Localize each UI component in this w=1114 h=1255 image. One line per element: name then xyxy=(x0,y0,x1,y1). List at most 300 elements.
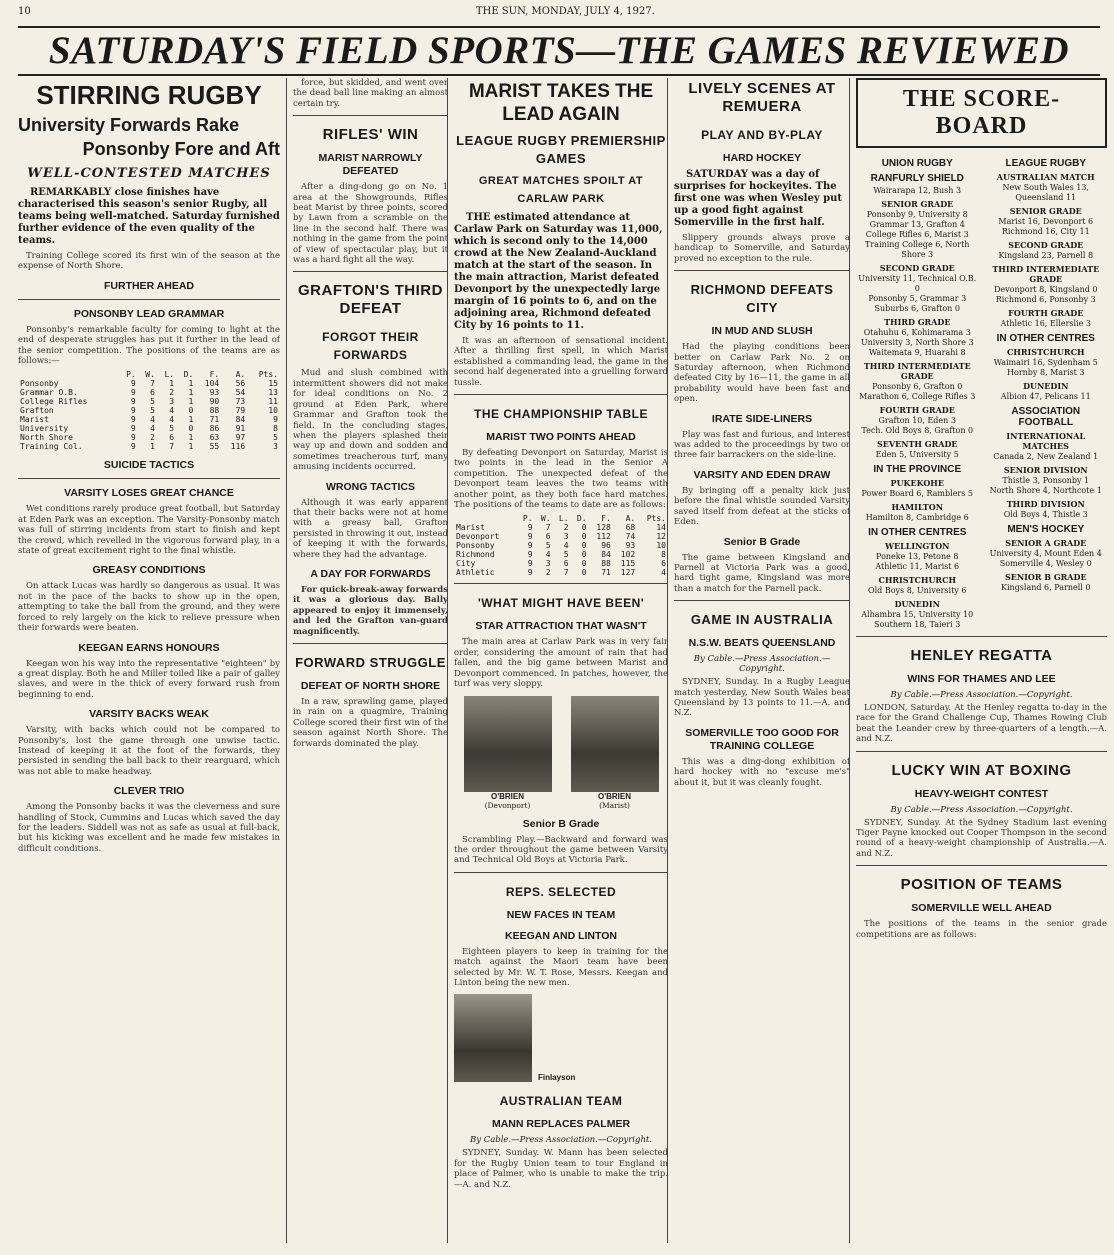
results-heading: LEAGUE RUGBY xyxy=(1005,158,1087,169)
ladder-value-cell: 104 xyxy=(204,379,220,389)
ladder-value-cell: 127 xyxy=(620,568,636,578)
article-paragraph: Although it was early apparent that their backs were not at home with a greasy ball, Grafton persisted in throwing it out, instead of keeping it with the forwards, where they had the advantage. xyxy=(293,497,448,560)
subhead-league: LEAGUE RUGBY PREMIERSHIP GAMES xyxy=(456,133,666,166)
ladder-value-cell: 74 xyxy=(625,532,636,542)
table-row xyxy=(454,541,668,550)
ladder-header-cell: Pts. xyxy=(258,370,278,380)
ladder-value-cell: 4 xyxy=(661,568,666,578)
ladder-team-cell: City xyxy=(456,559,476,569)
section-heading: NEW FACES IN TEAM xyxy=(506,908,616,921)
ladder-team-cell: College Rifles xyxy=(20,397,88,407)
ladder-value-cell: 90 xyxy=(209,397,220,407)
ladder-value-cell: 0 xyxy=(188,424,194,434)
result-line: Somerville 4, Wesley 0 xyxy=(999,559,1092,568)
result-line: North Shore 4, Northcote 1 xyxy=(989,486,1102,495)
table-row xyxy=(18,424,280,433)
result-line: University 11, Technical O.B. 0 xyxy=(858,274,977,293)
newspaper-dateline: THE SUN, MONDAY, JULY 4, 1927. xyxy=(475,6,655,17)
result-line: Hornby 8, Marist 3 xyxy=(1007,368,1085,377)
result-line: Tech. Old Boys 8, Grafton 0 xyxy=(861,426,974,435)
ladder-value-cell: 3 xyxy=(563,532,569,542)
article-paragraph: On attack Lucas was hardly so dangerous as usual. It was not in the pace of the backs to show up in the open, attempting to take the ball from the ground, and they were forced to rely largely on the kick to relieve pressure when their forwards were beaten. xyxy=(18,581,280,634)
table-row xyxy=(454,559,668,568)
section-heading: FURTHER AHEAD xyxy=(103,279,195,292)
section-heading: AUSTRALIAN TEAM xyxy=(499,1094,623,1109)
results-grade: CHRISTCHURCH xyxy=(878,575,957,585)
result-line: Suburbs 6, Grafton 0 xyxy=(874,304,960,313)
article-paragraph: This was a ding-dong exhibition of hard hockey with no "excuse me's" about it, but it was cleanly fought. xyxy=(674,756,850,788)
ladder-value-cell: 7 xyxy=(563,568,569,578)
ladder-team-cell: Ponsonby xyxy=(456,541,495,551)
section-heading: LUCKY WIN AT BOXING xyxy=(891,761,1072,779)
result-line: Richmond 6, Ponsonby 3 xyxy=(995,295,1096,304)
results-grade: DUNEDIN xyxy=(1023,381,1069,391)
article-paragraph: SYDNEY, Sunday. At the Sydney Stadium last evening Tiger Payne knocked out Cooper Thompson in the second round of a heavy-weight championship of Australia.—A. and N.Z. xyxy=(856,817,1107,859)
ladder-value-cell: 55 xyxy=(209,442,220,452)
ladder-value-cell: 93 xyxy=(209,388,220,398)
ladder-team-cell: Marist xyxy=(456,523,485,533)
section-heading: FORWARD STRUGGLE xyxy=(295,655,446,670)
headline-remuera: LIVELY SCENES AT REMUERA xyxy=(688,80,836,115)
ladder-value-cell: 2 xyxy=(545,568,551,578)
results-left xyxy=(856,154,979,630)
section-heading: WINS FOR THAMES AND LEE xyxy=(907,673,1056,685)
ladder-value-cell: 9 xyxy=(130,406,136,416)
kicker-well-contested: WELL-CONTESTED MATCHES xyxy=(27,166,271,181)
ladder-value-cell: 1 xyxy=(188,433,194,443)
intro-paragraph: THE estimated attendance at Carlaw Park on Saturday was 11,000, which is second only to the 14,000 crowd at the New Zealand-Auckland match at the start of the season. In the main attraction, Marist defeated Devonport by the unexpectedly large margin of 16 points to 6, and on the adjoining area, Richmond defeated City by 16 points to 11. xyxy=(454,212,663,331)
ladder-team-cell: Richmond xyxy=(456,550,495,560)
results-heading: MEN'S HOCKEY xyxy=(1007,524,1085,535)
ladder-value-cell: 1 xyxy=(188,397,194,407)
ladder-header-cell: L. xyxy=(164,370,175,380)
ladder-value-cell: 115 xyxy=(620,559,636,569)
photo-obrien-marist xyxy=(571,696,659,810)
ladder-value-cell: 4 xyxy=(545,550,551,560)
ladder-header-cell: F. xyxy=(601,514,611,524)
result-line: Eden 5, University 5 xyxy=(875,450,959,459)
ladder-value-cell: 93 xyxy=(625,541,636,551)
result-line: Thistle 3, Ponsonby 1 xyxy=(1002,476,1090,485)
ladder-value-cell: 86 xyxy=(209,424,220,434)
result-line: Waitemata 9, Huarahi 8 xyxy=(868,348,966,357)
section-heading: MARIST TWO POINTS AHEAD xyxy=(486,431,636,444)
results-heading: ASSOCIATION FOOTBALL xyxy=(1011,406,1081,428)
table-row xyxy=(454,550,668,559)
ladder-value-cell: 9 xyxy=(273,415,278,425)
results-grade: THIRD INTERMEDIATE GRADE xyxy=(863,361,971,381)
results-grade: CHRISTCHURCH xyxy=(1006,347,1085,357)
section-heading: MANN REPLACES PALMER xyxy=(491,1118,631,1131)
table-row xyxy=(454,532,668,541)
ladder-header-cell: D. xyxy=(183,370,194,380)
ladder-value-cell: 9 xyxy=(130,433,136,443)
result-line: Poneke 13, Petone 8 xyxy=(876,552,959,561)
ladder-value-cell: 9 xyxy=(527,541,533,551)
article-paragraph: In a raw, sprawling game, played in rain on a quagmire, Training College scored their first win of the season against North Shore. The forwards dominated the play. xyxy=(293,697,448,749)
league-ladder-table xyxy=(454,514,668,577)
result-line: Ponsonby 9, University 8 xyxy=(866,210,968,219)
ladder-value-cell: 9 xyxy=(130,415,136,425)
ladder-header-cell: L. xyxy=(558,514,569,524)
ladder-value-cell: 116 xyxy=(230,442,246,452)
section-heading: 'WHAT MIGHT HAVE BEEN' xyxy=(477,596,645,611)
results-grade: SENIOR DIVISION xyxy=(1003,465,1088,475)
table-row xyxy=(454,523,668,532)
section-heading: REPS. SELECTED xyxy=(505,884,617,899)
section-heading: GRAFTON'S THIRD DEFEAT xyxy=(298,282,443,318)
result-line: Canada 2, New Zealand 1 xyxy=(993,452,1099,461)
ladder-header-cell: W. xyxy=(145,370,155,380)
ladder-value-cell: 0 xyxy=(188,406,194,416)
result-line: Old Boys 4, Thistle 3 xyxy=(1003,510,1088,519)
ladder-team-cell: University xyxy=(20,424,69,434)
ladder-team-cell: Devonport xyxy=(456,532,500,542)
ladder-value-cell: 68 xyxy=(625,523,636,533)
article-paragraph: force, but skidded, and went over the dead ball line making an almost certain try. xyxy=(293,78,448,109)
score-board-results xyxy=(856,154,1107,630)
article-paragraph: Eighteen players to keep in training for the match against the Maori team have been selected by Mr. W. T. Rose, Messrs. Keegan and Linton being the new men. xyxy=(454,946,668,988)
photo-caption-name: Finlayson xyxy=(538,1073,576,1083)
ladder-value-cell: 6 xyxy=(169,433,175,443)
player-portrait xyxy=(454,994,532,1082)
table-row xyxy=(18,415,280,424)
result-line: Alhambra 15, University 10 xyxy=(861,610,974,619)
ladder-value-cell: 10 xyxy=(656,541,666,551)
ladder-value-cell: 0 xyxy=(581,541,587,551)
results-grade: THIRD DIVISION xyxy=(1006,499,1085,509)
ladder-value-cell: 97 xyxy=(235,433,246,443)
result-line: Hamilton 8, Cambridge 6 xyxy=(865,513,969,522)
ladder-value-cell: 88 xyxy=(601,559,611,569)
ladder-value-cell: 1 xyxy=(188,415,194,425)
results-grade: SENIOR A GRADE xyxy=(1005,538,1087,548)
ladder-value-cell: 9 xyxy=(130,397,136,407)
table-row xyxy=(18,388,280,397)
ladder-header-cell: P. xyxy=(522,514,533,524)
ladder-value-cell: 3 xyxy=(545,559,551,569)
byline: By Cable.—Press Association.—Copyright. xyxy=(890,690,1073,700)
article-paragraph: The game between Kingsland and Parnell at Victoria Park was a good, hard tight game, Kingsland was more than a match for the Parnell pack. xyxy=(674,552,850,594)
ladder-value-cell: 9 xyxy=(527,532,533,542)
ladder-value-cell: 7 xyxy=(150,379,155,389)
section-heading: KEEGAN AND LINTON xyxy=(504,929,617,942)
ladder-value-cell: 7 xyxy=(545,523,551,533)
ladder-value-cell: 84 xyxy=(235,415,246,425)
ladder-value-cell: 56 xyxy=(235,379,246,389)
ladder-header-cell: A. xyxy=(235,370,246,380)
ladder-value-cell: 63 xyxy=(209,433,220,443)
subhead-hard-hockey: HARD HOCKEY xyxy=(722,152,802,164)
section-heading: GAME IN AUSTRALIA xyxy=(690,612,834,628)
ladder-team-cell: Grammar O.B. xyxy=(20,388,78,398)
article-paragraph: Varsity, with backs which could not be compared to Ponsonby's, lost the game through one unwise tactic. Instead of keeping it at the foot of the forwards, they persisted in sending the ball back to their rearguard, which was not able to make headway. xyxy=(18,725,280,777)
ladder-team-cell: Ponsonby xyxy=(20,379,59,389)
photo-caption-team: (Marist) xyxy=(599,800,630,810)
section-heading: RIFLES' WIN xyxy=(322,126,419,144)
result-line: University 3, North Shore 3 xyxy=(860,338,974,347)
ladder-value-cell: 102 xyxy=(620,550,636,560)
ladder-header-cell: Pts. xyxy=(646,514,666,524)
article-paragraph: Among the Ponsonby backs it was the cleverness and sure handling of Stock, Cummins and Lucas which saved the day for the leaders. Siddell was not as safe as usual at full-back, but his kicking was excellent and he made few mistakes in difficult conditions. xyxy=(18,802,280,854)
article-paragraph: LONDON, Saturday. At the Henley regatta to-day in the race for the Grand Challenge Cup, Thames Rowing Club beat the Leander crew by three-quarters of a length.—A. and N.Z. xyxy=(856,703,1107,745)
results-heading: UNION RUGBY xyxy=(881,158,953,169)
ladder-value-cell: 5 xyxy=(273,433,278,443)
article-paragraph: The main area at Carlaw Park was in very fair order, considering the amount of rain that had fallen, and the big game between Marist and Devonport commenced. In patches, however, the turf was very sloppy. xyxy=(454,637,668,690)
result-line: Training College 6, North Shore 3 xyxy=(865,240,970,259)
ladder-value-cell: 7 xyxy=(169,442,175,452)
ladder-header-cell: F. xyxy=(209,370,220,380)
section-heading: A DAY FOR FORWARDS xyxy=(310,567,431,580)
results-grade: DUNEDIN xyxy=(894,599,940,609)
ladder-value-cell: 2 xyxy=(150,433,155,443)
ladder-value-cell: 5 xyxy=(150,397,155,407)
table-row xyxy=(18,397,280,406)
result-line: Kingsland 23, Parnell 8 xyxy=(998,251,1094,260)
photo-caption-name: O'BRIEN xyxy=(490,791,524,801)
section-heading: Senior B Grade xyxy=(723,535,801,548)
result-line: Kingsland 6, Parnell 0 xyxy=(1001,583,1091,592)
section-heading: SUICIDE TACTICS xyxy=(103,459,195,472)
article-paragraph: Slippery grounds always prove a handicap to Somerville, and Saturday proved no exception to the rule. xyxy=(674,233,850,264)
ladder-value-cell: 91 xyxy=(235,424,246,434)
table-row xyxy=(18,442,280,451)
results-right xyxy=(985,154,1108,630)
ladder-value-cell: 11 xyxy=(268,397,278,407)
masthead xyxy=(18,6,1100,20)
ladder-value-cell: 4 xyxy=(169,415,175,425)
section-heading: VARSITY LOSES GREAT CHANCE xyxy=(64,487,234,500)
page-number: 10 xyxy=(18,6,31,17)
section-heading: MARIST NARROWLY DEFEATED xyxy=(318,152,423,178)
ladder-value-cell: 1 xyxy=(188,379,194,389)
article-paragraph: It was an afternoon of sensational incident. After a thrilling first spell, in which Marist established a commanding lead, the game in the second half degenerated into a gruelling forward tussle. xyxy=(454,336,668,388)
column-score-board xyxy=(849,78,1107,1243)
results-grade: SENIOR GRADE xyxy=(1009,206,1082,216)
result-line: Ponsonby 6, Grafton 0 xyxy=(872,382,963,391)
result-line: Marathon 6, College Rifles 3 xyxy=(859,392,976,401)
ladder-team-cell: Athletic xyxy=(456,568,495,578)
table-row xyxy=(454,568,668,577)
ladder-value-cell: 71 xyxy=(209,415,220,425)
ladder-value-cell: 3 xyxy=(169,397,175,407)
section-heading: RICHMOND DEFEATS CITY xyxy=(690,282,834,316)
section-heading: HEAVY-WEIGHT CONTEST xyxy=(914,787,1049,800)
ladder-value-cell: 3 xyxy=(273,442,278,452)
byline: By Cable.—Press Association.—Copyright. xyxy=(469,1135,653,1146)
article-paragraph: Mud and slush combined with intermittent showers did not make for ideal conditions on No. 2 ground at Eden Park, where Grammar and Grafton took the field. In the concluding stages, when the players splashed their way up and down and sodden and sometimes treacherous turf, many amusing incidents occurred. xyxy=(293,368,448,473)
ladder-value-cell: 1 xyxy=(188,442,194,452)
headline-stirring-rugby: STIRRING RUGBY xyxy=(36,80,262,110)
ladder-value-cell: 1 xyxy=(150,442,155,452)
ladder-header-cell: W. xyxy=(540,514,551,524)
ladder-value-cell: 9 xyxy=(130,442,136,452)
results-grade: AUSTRALIAN MATCH xyxy=(996,172,1095,182)
table-row xyxy=(18,379,280,388)
result-line: Athletic 11, Marist 6 xyxy=(875,562,960,571)
ladder-value-cell: 2 xyxy=(563,523,569,533)
section-heading: SOMERVILLE TOO GOOD FOR TRAINING COLLEGE xyxy=(685,726,839,752)
table-row xyxy=(18,406,280,415)
results-heading: IN OTHER CENTRES xyxy=(868,527,967,538)
section-heading: IRATE SIDE-LINERS xyxy=(711,412,813,425)
score-board-title: THE SCORE-BOARD xyxy=(856,78,1107,148)
ladder-header-cell: A. xyxy=(625,514,636,524)
section-heading: HENLEY REGATTA xyxy=(910,647,1053,664)
article-paragraph: Scrambling Play.—Backward and forward was the order throughout the game between Varsity and Technical Old Boys at Victoria Park. xyxy=(454,834,668,866)
result-line: Grammar 13, Grafton 4 xyxy=(869,220,965,229)
player-photos xyxy=(454,696,668,810)
section-heading: THE CHAMPIONSHIP TABLE xyxy=(474,407,648,422)
article-paragraph: Wet conditions rarely produce great football, but Saturday at Eden Park was an exception. The Varsity-Ponsonby match was full of stirring incidents from start to finish and kept the crowd, which revelled in the vigorous forward play, in a state of great excitement right to the final whistle. xyxy=(18,504,280,557)
ladder-header-cell: D. xyxy=(576,514,587,524)
photo-finlayson xyxy=(454,994,668,1082)
ladder-header-cell xyxy=(454,514,517,523)
ladder-value-cell: 13 xyxy=(268,388,278,398)
ladder-value-cell: 8 xyxy=(661,550,666,560)
article-paragraph: The positions of the teams in the senior grade competitions are as follows: xyxy=(856,919,1107,940)
section-heading: N.S.W. BEATS QUEENSLAND xyxy=(688,637,836,650)
results-grade: FOURTH GRADE xyxy=(1008,308,1084,318)
result-line: Devonport 8, Kingsland 0 xyxy=(994,285,1098,294)
player-portrait xyxy=(571,696,659,792)
ladder-value-cell: 6 xyxy=(150,388,155,398)
ladder-value-cell: 0 xyxy=(581,523,587,533)
ladder-value-cell: 2 xyxy=(169,388,175,398)
ladder-value-cell: 6 xyxy=(661,559,666,569)
ladder-value-cell: 4 xyxy=(150,424,155,434)
ladder-value-cell: 0 xyxy=(581,532,587,542)
result-line: Power Board 6, Ramblers 5 xyxy=(861,489,973,498)
article-paragraph: Had the playing conditions been better on Carlaw Park No. 2 on Saturday afternoon, when Richmond defeated City by 16—11, the game in all probability would have been fast and open. xyxy=(674,342,850,405)
byline: By Cable.—Press Association.—Copyright. xyxy=(890,804,1073,815)
ladder-value-cell: 96 xyxy=(601,541,611,551)
ladder-value-cell: 14 xyxy=(656,523,666,533)
photo-caption-name: O'BRIEN xyxy=(597,791,631,801)
ladder-value-cell: 6 xyxy=(545,532,551,542)
union-ladder-table xyxy=(18,370,280,451)
ladder-value-cell: 84 xyxy=(601,550,611,560)
ladder-value-cell: 79 xyxy=(235,406,246,416)
results-heading: IN OTHER CENTRES xyxy=(996,333,1095,344)
ladder-value-cell: 9 xyxy=(130,388,136,398)
ladder-value-cell: 10 xyxy=(268,406,278,416)
result-line: College Rifles 6, Marist 3 xyxy=(865,230,969,239)
section-heading: POSITION OF TEAMS xyxy=(900,876,1063,894)
ladder-value-cell: 71 xyxy=(601,568,611,578)
result-line: Old Boys 8, University 6 xyxy=(868,586,967,595)
page-headline: SATURDAY'S FIELD SPORTS—THE GAMES REVIEWED xyxy=(18,26,1100,76)
section-heading: PONSONBY LEAD GRAMMAR xyxy=(73,307,225,320)
article-paragraph: For quick-break-away forwards it was a glorious day. Bally appeared to enjoy it immensely, and led the Grafton van-guard magnificently. xyxy=(293,584,448,637)
results-grade: INTERNATIONAL MATCHES xyxy=(1006,431,1086,451)
ladder-value-cell: 9 xyxy=(527,523,533,533)
result-line: Grafton 10, Eden 3 xyxy=(878,416,956,425)
ladder-value-cell: 0 xyxy=(581,550,587,560)
ladder-value-cell: 12 xyxy=(656,532,666,542)
ladder-value-cell: 88 xyxy=(209,406,220,416)
table-row xyxy=(18,433,280,442)
ladder-value-cell: 9 xyxy=(130,424,136,434)
section-heading: WRONG TACTICS xyxy=(325,480,416,493)
ladder-value-cell: 128 xyxy=(596,523,611,533)
intro-paragraph: SATURDAY was a day of surprises for hockeyites. The first one was when Wesley put up a good fight against Somerville in the first half. xyxy=(674,169,842,228)
player-portrait xyxy=(464,696,552,792)
result-line: Wairarapa 12, Bush 3 xyxy=(873,186,962,195)
ladder-team-cell: North Shore xyxy=(20,433,73,443)
result-line: Athletic 16, Ellerslie 3 xyxy=(1000,319,1091,328)
ladder-team-cell: Training Col. xyxy=(20,442,83,452)
result-line: Albion 47, Pelicans 11 xyxy=(1000,392,1091,401)
ladder-value-cell: 4 xyxy=(169,406,175,416)
article-paragraph: Keegan won his way into the representative "eighteen" by a great display. Both he and Miller toiled like a pair of galley slaves, and were in the thick of every forward rush from beginning to end. xyxy=(18,658,280,700)
results-grade: SECOND GRADE xyxy=(879,263,955,273)
results-heading: RANFURLY SHIELD xyxy=(870,173,964,184)
section-heading: CLEVER TRIO xyxy=(113,785,185,798)
result-line: Ponsonby 5, Grammar 3 xyxy=(868,294,967,303)
section-heading: IN MUD AND SLUSH xyxy=(711,325,813,338)
result-line: Southern 18, Taieri 3 xyxy=(874,620,961,629)
ladder-header-cell: P. xyxy=(126,370,136,380)
intro-paragraph: REMARKABLY close finishes have characterised this season's senior Rugby, all teams being well-matched. Saturday furnished further evidence of the even quality of the teams. xyxy=(18,187,280,246)
result-line: Otahuhu 6, Kohimarama 3 xyxy=(863,328,971,337)
ladder-team-cell: Marist xyxy=(20,415,49,425)
results-grade: SECOND GRADE xyxy=(1008,240,1084,250)
ladder-value-cell: 9 xyxy=(527,568,533,578)
section-heading: VARSITY AND EDEN DRAW xyxy=(693,468,831,481)
article-paragraph: SYDNEY, Sunday. In a Rugby League match yesterday, New South Wales beat Queensland by 13 points to 11.—A. and N.Z. xyxy=(674,677,850,719)
article-paragraph: By defeating Devonport on Saturday, Marist is two points in the lead in the Senior A competition. The unexpected defeat of the Devonport team leaves the two teams with another point, as they both face hard matches. The positions of the teams to date are as follows: xyxy=(454,448,668,511)
section-heading: VARSITY BACKS WEAK xyxy=(89,708,209,721)
headline-marist-lead: MARIST TAKES THE LEAD AGAIN xyxy=(468,81,654,125)
ladder-value-cell: 1 xyxy=(188,388,194,398)
results-grade: HAMILTON xyxy=(891,502,944,512)
section-heading: DEFEAT OF NORTH SHORE xyxy=(300,680,441,692)
result-line: Waimairi 16, Sydenham 5 xyxy=(993,358,1098,367)
column-rugby-continued xyxy=(286,78,448,1243)
ladder-value-cell: 6 xyxy=(563,559,569,569)
section-heading: KEEGAN EARNS HONOURS xyxy=(78,641,220,654)
ladder-value-cell: 1 xyxy=(169,379,175,389)
ladder-value-cell: 9 xyxy=(527,550,533,560)
section-heading: STAR ATTRACTION THAT WASN'T xyxy=(475,620,647,633)
ladder-value-cell: 5 xyxy=(545,541,551,551)
article-paragraph: Training College scored its first win of the season at the expense of North Shore. xyxy=(18,251,280,272)
ladder-value-cell: 5 xyxy=(563,550,569,560)
column-hockey xyxy=(667,78,850,1243)
ladder-value-cell: 0 xyxy=(581,559,587,569)
subhead-ponsonby: Ponsonby Fore and Aft xyxy=(82,139,280,159)
ladder-value-cell: 0 xyxy=(581,568,587,578)
ladder-value-cell: 9 xyxy=(130,379,136,389)
ladder-value-cell: 5 xyxy=(150,406,155,416)
photo-obrien-devonport xyxy=(464,696,552,810)
results-grade: WELLINGTON xyxy=(885,541,950,551)
section-heading: GREASY CONDITIONS xyxy=(92,564,206,577)
column-league xyxy=(447,78,668,1243)
ladder-team-cell: Grafton xyxy=(20,406,54,416)
result-line: New South Wales 13, Queensland 11 xyxy=(1002,183,1089,202)
ladder-value-cell: 4 xyxy=(150,415,155,425)
ladder-value-cell: 4 xyxy=(563,541,569,551)
results-grade: SENIOR B GRADE xyxy=(1004,572,1087,582)
subhead-play: PLAY AND BY-PLAY xyxy=(701,128,823,142)
article-paragraph: SYDNEY, Sunday. W. Mann has been selected for the Rugby Union team to tour England in place of Palmer, who is unable to make the trip.—A. and N.Z. xyxy=(454,1148,668,1190)
results-grade: PUKEKOHE xyxy=(890,478,944,488)
byline: By Cable.—Press Association.—Copyright. xyxy=(693,654,831,675)
column-rugby-union xyxy=(18,78,280,1243)
ladder-value-cell: 5 xyxy=(169,424,175,434)
